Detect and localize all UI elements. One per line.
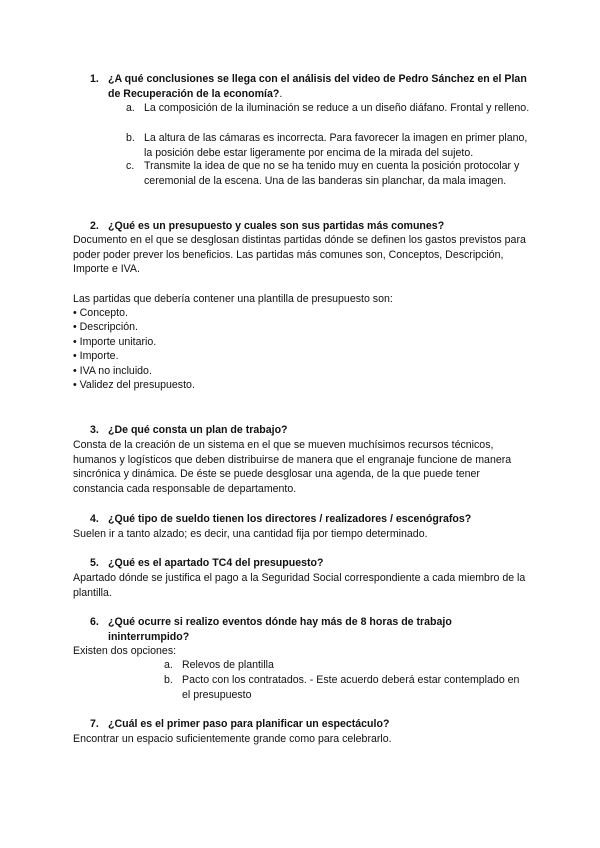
answer-text: Consta de la creación de un sistema en el que se mueven muchísimos recursos técnicos, humanos y logísticos que deben distribuirse de manera que el engranaje funcione de manera sincrónica y dinámica. De éste se puede desglosar una agenda, de la que puede tener constancia cada responsable de departamento. [73,439,512,495]
bullet-item: • Importe unitario. [73,336,157,348]
answer-text: Apartado dónde se justifica el pago a la Seguridad Social correspondiente a cada miembro de la plantilla. [73,572,526,599]
question-1 [90,72,530,100]
question-2 [90,219,530,234]
question-text: ¿Qué es un presupuesto y cuales son sus partidas más comunes? [108,220,445,232]
answer-text: Encontrar un espacio suficientemente grande como para celebrarlo. [73,733,392,745]
question-text: ¿Qué es el apartado TC4 del presupuesto? [108,557,324,569]
question-7 [90,717,530,732]
bullet-item: • Concepto. [73,307,128,319]
answer-text: Existen dos opciones: [73,645,177,657]
bullet-item: • Validez del presupuesto. [73,379,195,391]
question-3 [90,423,530,438]
question-6 [90,615,530,643]
question-number: 2. [90,220,99,232]
answer-text: Documento en el que se desglosan distintas partidas dónde se definen los gastos previstos para poder poder prever los beneficios. Las partidas más comunes son, Conceptos, Descripción, Importe e IVA. [73,234,526,276]
list-item: c. Transmite la idea de que no se ha tenido muy en cuenta la posición protocolar y ceremonial de la escena. Una de las banderas sin planchar, da mala imagen. [126,160,520,187]
list-item: b. Pacto con los contratados. - Este acuerdo deberá estar contemplado en el presupuesto [164,674,520,701]
list-item: a. La composición de la iluminación se reduce a un diseño diáfano. Frontal y relleno. [126,102,530,114]
list-item: a. Relevos de plantilla [164,659,274,671]
bullet-item: • Descripción. [73,321,138,333]
question-number: 1. [90,73,99,85]
question-text: ¿Qué ocurre si realizo eventos dónde hay más de 8 horas de trabajo ininterrumpido? [108,616,452,643]
question-text: ¿Qué tipo de sueldo tienen los directores / realizadores / escenógrafos? [108,513,472,525]
question-text: ¿Cuál es el primer paso para planificar un espectáculo? [108,718,390,730]
question-text: ¿A qué conclusiones se llega con el análisis del video de Pedro Sánchez en el Plan de Recuperación de la economía?. [108,73,527,100]
bullet-item: • Importe. [73,350,119,362]
answer-text: Suelen ir a tanto alzado; es decir, una cantidad fija por tiempo determinado. [73,528,428,540]
question-number: 7. [90,718,99,730]
question-4 [90,512,530,527]
list-item: b. La altura de las cámaras es incorrecta. Para favorecer la imagen en primer plano, la posición debe estar ligeramente por encima de la mirada del sujeto. [126,132,528,159]
bullet-item: • IVA no incluido. [73,365,152,377]
question-number: 3. [90,424,99,436]
question-number: 4. [90,513,99,525]
question-5 [90,556,530,571]
question-number: 5. [90,557,99,569]
list-intro: Las partidas que debería contener una plantilla de presupuesto son: [73,293,393,305]
question-text: ¿De qué consta un plan de trabajo? [108,424,288,436]
question-number: 6. [90,616,99,628]
